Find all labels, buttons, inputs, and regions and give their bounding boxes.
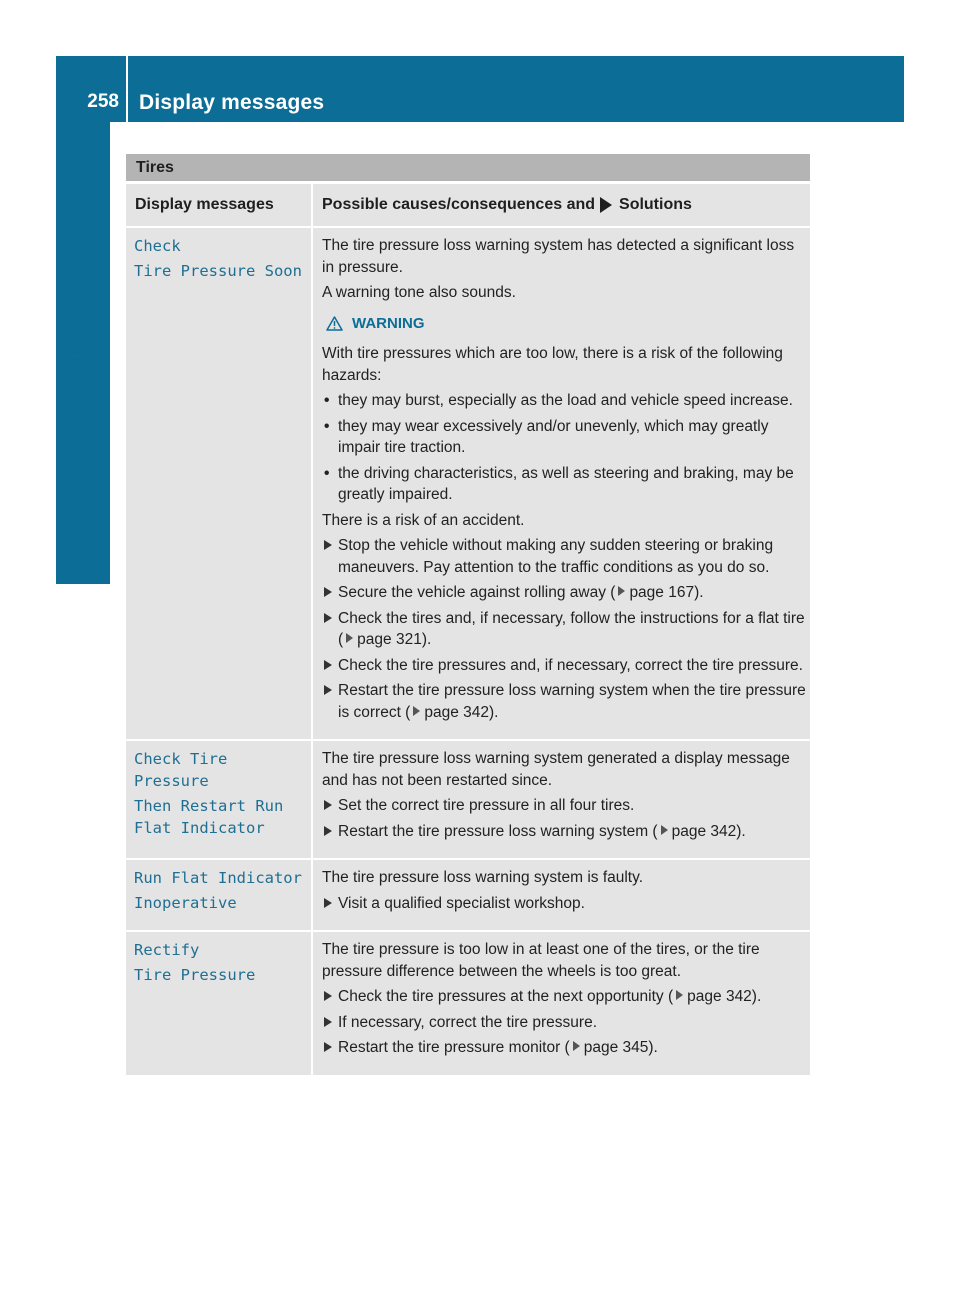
step-arrow-icon xyxy=(324,826,332,836)
display-message-cell xyxy=(126,932,313,1075)
page-ref-icon xyxy=(573,1041,580,1051)
paragraph: The tire pressure is too low in at least one of the tires, or the tire pressure difference between the wheels is too great. xyxy=(322,941,760,980)
warning-triangle-icon xyxy=(326,316,343,331)
page-reference[interactable]: page 342). xyxy=(424,703,499,721)
column-header-display-messages: Display messages xyxy=(126,184,313,226)
bullet-marker: • xyxy=(324,392,330,409)
display-message-line: Run Flat Indicator xyxy=(134,869,302,887)
instruction-step: Set the correct tire pressure in all four tires. xyxy=(322,795,810,817)
instruction-step: Visit a qualified specialist workshop. xyxy=(322,893,810,915)
table-title: Tires xyxy=(126,154,810,181)
step-arrow-icon xyxy=(324,587,332,597)
table-column-headers xyxy=(126,184,810,226)
causes-cell xyxy=(313,932,810,1075)
table-row xyxy=(126,930,810,1075)
list-item: • the driving characteristics, as well as steering and braking, may be greatly impaired. xyxy=(322,463,810,506)
display-message-line: Check Tire Pressure xyxy=(134,750,228,790)
step-arrow-icon xyxy=(324,991,332,1001)
page-ref-icon xyxy=(661,825,668,835)
display-message-line: Tire Pressure xyxy=(134,966,256,984)
display-message-line: Then Restart Run Flat Indicator xyxy=(134,797,284,837)
paragraph: The tire pressure loss warning system has detected a significant loss in pressure. xyxy=(322,237,795,276)
table-row xyxy=(126,739,810,858)
step-arrow-icon xyxy=(324,613,332,623)
step-arrow-icon xyxy=(324,1017,332,1027)
step-arrow-icon xyxy=(324,660,332,670)
instruction-step: Restart the tire pressure loss warning system when the tire pressure is correct ( page 342). xyxy=(322,680,810,723)
step-arrow-icon xyxy=(324,540,332,550)
header-title: Display messages xyxy=(139,91,325,114)
play-arrow-icon xyxy=(600,197,612,213)
paragraph: The tire pressure loss warning system is faulty. xyxy=(322,869,644,886)
display-message-line: Rectify xyxy=(134,941,200,959)
causes-cell xyxy=(313,741,810,858)
step-arrow-icon xyxy=(324,1042,332,1052)
warning-intro: With tire pressures which are too low, there is a risk of the following hazards: xyxy=(322,345,783,384)
instruction-step: Stop the vehicle without making any sudden steering or braking maneuvers. Pay attention to the traffic conditions as you do so. xyxy=(322,535,810,578)
display-message-cell xyxy=(126,741,313,858)
page-reference[interactable]: page 345). xyxy=(583,1039,658,1056)
page-header xyxy=(56,56,904,122)
step-arrow-icon xyxy=(324,685,332,695)
display-message-line: Tire Pressure Soon xyxy=(134,262,302,280)
causes-cell xyxy=(313,860,810,930)
page-reference[interactable]: page 167). xyxy=(629,584,704,601)
column-header-causes-text: Possible causes/consequences and xyxy=(322,196,596,213)
display-message-line: Check xyxy=(134,237,181,255)
page-ref-icon xyxy=(413,706,420,716)
list-item: • they may burst, especially as the load and vehicle speed increase. xyxy=(322,390,810,412)
risk-statement: There is a risk of an accident. xyxy=(322,511,525,529)
instruction-step: If necessary, correct the tire pressure. xyxy=(322,1012,810,1034)
page-reference[interactable]: page 342). xyxy=(671,822,746,840)
step-arrow-icon xyxy=(324,898,332,908)
tires-table xyxy=(126,154,810,1075)
instruction-step: Secure the vehicle against rolling away ( page 167). xyxy=(322,582,810,604)
warning-label: WARNING xyxy=(352,314,425,332)
display-message-cell xyxy=(126,860,313,930)
instruction-step: Check the tire pressures at the next opportunity ( page 342). xyxy=(322,986,810,1008)
instruction-step: Check the tire pressures and, if necessary, correct the tire pressure. xyxy=(322,655,810,677)
paragraph: A warning tone also sounds. xyxy=(322,284,516,301)
page-ref-icon xyxy=(346,633,353,643)
bullet-marker: • xyxy=(324,417,330,435)
side-chapter-label: On-board computer and displays xyxy=(66,183,91,528)
paragraph: The tire pressure loss warning system generated a display message and has not been restarted since. xyxy=(322,750,790,789)
warning-heading xyxy=(322,313,810,335)
page-number: 258 xyxy=(87,91,119,112)
page-reference[interactable]: page 321). xyxy=(357,631,432,648)
display-message-line: Inoperative xyxy=(134,894,237,912)
column-header-causes xyxy=(313,184,810,226)
table-row xyxy=(126,858,810,930)
instruction-step: Restart the tire pressure loss warning system ( page 342). xyxy=(322,821,810,843)
page-ref-icon xyxy=(676,990,683,1000)
display-message-cell xyxy=(126,228,313,739)
page-reference[interactable]: page 342). xyxy=(687,988,762,1005)
column-header-solutions-text: Solutions xyxy=(619,196,692,213)
bullet-marker: • xyxy=(324,464,330,482)
causes-cell xyxy=(313,228,810,739)
instruction-step: Restart the tire pressure monitor ( page 345). xyxy=(322,1037,810,1059)
step-arrow-icon xyxy=(324,800,332,810)
list-item: • they may wear excessively and/or unevenly, which may greatly impair tire traction. xyxy=(322,416,810,459)
table-row xyxy=(126,226,810,739)
instruction-step: Check the tires and, if necessary, follow the instructions for a flat tire ( page 321). xyxy=(322,608,810,651)
page-ref-icon xyxy=(618,586,625,596)
